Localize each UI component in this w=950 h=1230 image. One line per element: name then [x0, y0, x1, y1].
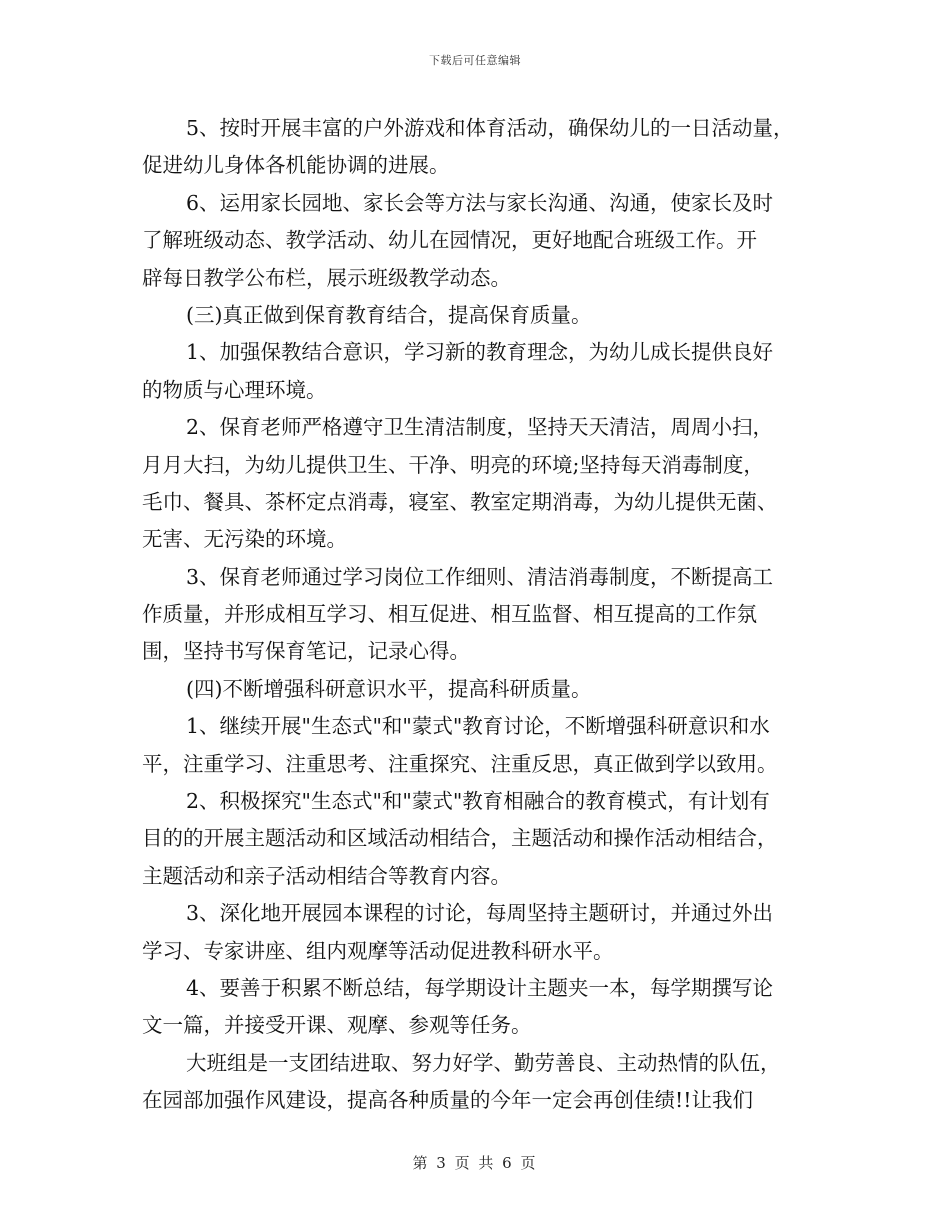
- body-text-line: 月月大扫，为幼儿提供卫生、干净、明亮的环境;坚持每天消毒制度，: [142, 452, 764, 477]
- body-text-line: 毛巾、餐具、茶杯定点消毒，寝室、教室定期消毒，为幼儿提供无菌、: [142, 489, 778, 514]
- body-text-line: 3、深化地开展园本课程的讨论，每周坚持主题研讨，并通过外出: [186, 901, 774, 926]
- body-text-line: 围，坚持书写保育笔记，记录心得。: [142, 639, 470, 664]
- body-text-line: 主题活动和亲子活动相结合等教育内容。: [142, 863, 511, 888]
- body-text-line: 文一篇，并接受开课、观摩、参观等任务。: [142, 1013, 532, 1038]
- body-text-line: 的物质与心理环境。: [142, 377, 327, 402]
- body-text-line: 辟每日教学公布栏，展示班级教学动态。: [142, 265, 511, 290]
- body-text-line: 1、加强保教结合意识，学习新的教育理念，为幼儿成长提供良好: [186, 340, 774, 365]
- body-text-line: 了解班级动态、教学活动、幼儿在园情况，更好地配合班级工作。开: [142, 228, 757, 253]
- body-text-line: 大班组是一支团结进取、努力好学、勤劳善良、主动热情的队伍，: [186, 1050, 781, 1075]
- body-text-line: 4、要善于积累不断总结，每学期设计主题夹一本，每学期撰写论: [186, 975, 774, 1000]
- body-text-line: 2、保育老师严格遵守卫生清洁制度，坚持天天清洁，周周小扫，: [186, 415, 774, 440]
- body-text-line: (三)真正做到保育教育结合，提高保育质量。: [186, 302, 592, 327]
- body-text-line: 无害、无污染的环境。: [142, 527, 347, 552]
- body-text-line: 在园部加强作风建设，提高各种质量的今年一定会再创佳绩!!让我们: [142, 1088, 753, 1113]
- document-body: [142, 110, 812, 1120]
- body-text-line: 3、保育老师通过学习岗位工作细则、清洁消毒制度，不断提高工: [186, 564, 774, 589]
- body-text-line: 促进幼儿身体各机能协调的进展。: [142, 153, 450, 178]
- page-header-note: 下载后可任意编辑: [429, 54, 521, 67]
- body-text-line: 6、运用家长园地、家长会等方法与家长沟通、沟通，使家长及时: [186, 190, 774, 215]
- body-text-line: 5、按时开展丰富的户外游戏和体育活动，确保幼儿的一日活动量，: [186, 116, 794, 140]
- body-text-line: 目的的开展主题活动和区域活动相结合，主题活动和操作活动相结合，: [142, 826, 778, 851]
- body-text-line: (四)不断增强科研意识水平，提高科研质量。: [186, 676, 592, 701]
- page-number-footer: 第 3 页 共 6 页: [412, 1154, 538, 1172]
- body-text-line: 平，注重学习、注重思考、注重探究、注重反思，真正做到学以致用。: [142, 751, 778, 776]
- body-text-line: 2、积极探究"生态式"和"蒙式"教育相融合的教育模式，有计划有: [186, 789, 770, 814]
- body-text-line: 作质量，并形成相互学习、相互促进、相互监督、相互提高的工作氛: [142, 602, 757, 627]
- body-text-line: 1、继续开展"生态式"和"蒙式"教育讨论，不断增强科研意识和水: [186, 714, 770, 739]
- body-text-line: 学习、专家讲座、组内观摩等活动促进教科研水平。: [142, 938, 614, 963]
